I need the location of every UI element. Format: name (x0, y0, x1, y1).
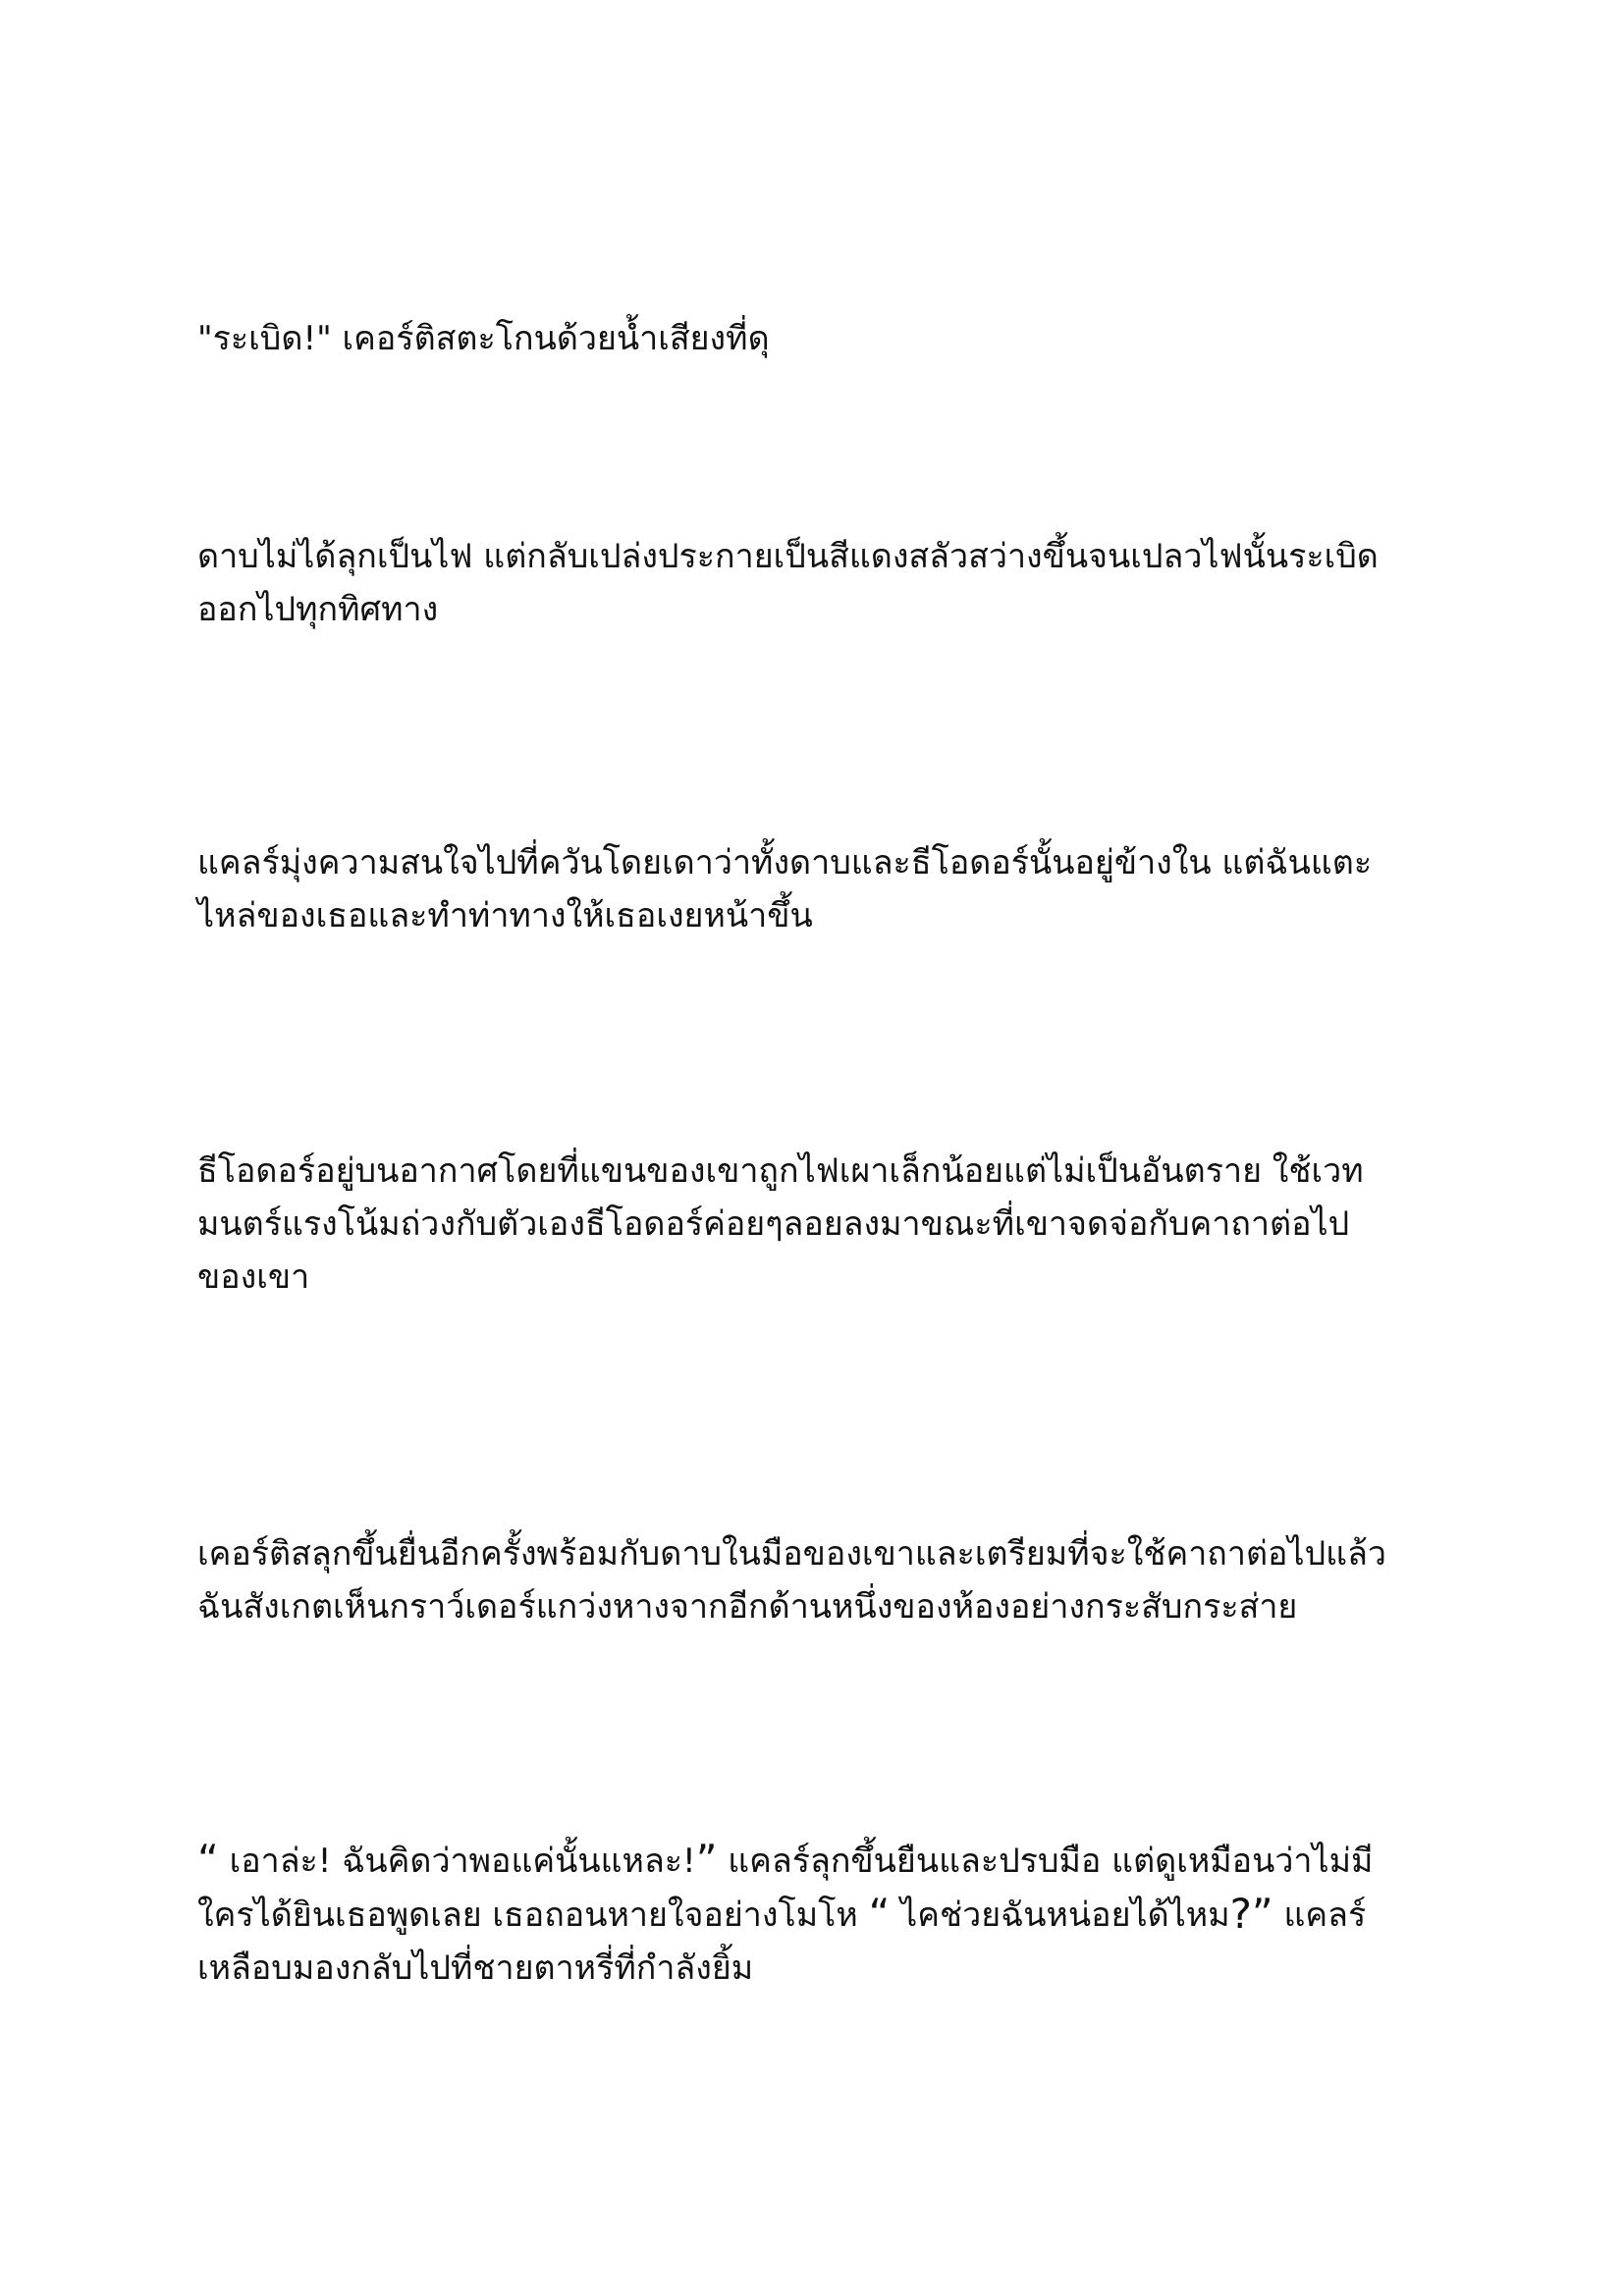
paragraph-line: แคลร์มุ่งความสนใจไปที่ควันโดยเดาว่าทั้งดาบและธีโอดอร์นั้นอยู่ข้างใน แต่ฉันแตะ (197, 843, 1373, 882)
dialogue-text: ไคช่วยฉันหน่อยได้ไหม (890, 1896, 1230, 1935)
paragraph-5 (197, 1527, 1454, 1633)
paragraph-4 (197, 1145, 1454, 1304)
paragraph-line: เหลือบมองกลับไปที่ชายตาหรี่ที่กำลังยิ้ม (197, 1949, 754, 1988)
paragraph-3 (197, 836, 1454, 942)
question-close-quote: ?” (1229, 1890, 1273, 1938)
open-quote: “ (197, 1836, 219, 1884)
paragraph-line (197, 1834, 1454, 1888)
paragraph-line (197, 1888, 1454, 1942)
dialogue-text: เอาล่ะ! ฉันคิดว่าพอแค่นั้นแหละ! (218, 1842, 696, 1881)
narration-text: ใครได้ยินเธอพูดเลย เธอถอนหายใจอย่างโมโห (197, 1896, 869, 1935)
paragraph-6 (197, 1834, 1454, 1995)
paragraph-2 (197, 530, 1454, 636)
open-quote: “ (868, 1890, 891, 1938)
paragraph-line: ไหล่ของเธอและทำท่าทางให้เธอเงยหน้าขึ้น (197, 896, 813, 935)
paragraph-line: ฉันสังเกตเห็นกราว์เดอร์แกว่งหางจากอีกด้านหนึ่งของห้องอย่างกระสับกระส่าย (197, 1587, 1298, 1627)
narration-text: แคลร์ (1272, 1896, 1367, 1935)
paragraph-1 (197, 312, 1454, 365)
paragraph-line: เคอร์ติสลุกขึ้นยื่นอีกครั้งพร้อมกับดาบในมือของเขาและเตรียมที่จะใช้คาถาต่อไปแล้ว (197, 1534, 1387, 1574)
close-quote: ” (695, 1836, 718, 1884)
paragraph-line: ดาบไม่ได้ลุกเป็นไฟ แต่กลับเปล่งประกายเป็นสีแดงสลัวสว่างขึ้นจนเปลวไฟนั้นระเบิด (197, 537, 1379, 576)
paragraph-line: ออกไปทุกทิศทาง (197, 590, 439, 629)
narration-text: แคลร์ลุกขึ้นยืนและปรบมือ แต่ดูเหมือนว่าไม่มี (717, 1842, 1374, 1881)
paragraph-line: ของเขา (197, 1257, 310, 1297)
paragraph-line: "ระเบิด!" เคอร์ติสตะโกนด้วยน้ำเสียงที่ดุ (197, 319, 770, 358)
paragraph-line: มนตร์แรงโน้มถ่วงกับตัวเองธีโอดอร์ค่อยๆลอยลงมาขณะที่เขาจดจ่อกับคาถาต่อไป (197, 1204, 1350, 1244)
paragraph-line: ธีโอดอร์อยู่บนอากาศโดยที่แขนของเขาถูกไฟเผาเล็กน้อยแต่ไม่เป็นอันตราย ใช้เวท (197, 1151, 1364, 1191)
